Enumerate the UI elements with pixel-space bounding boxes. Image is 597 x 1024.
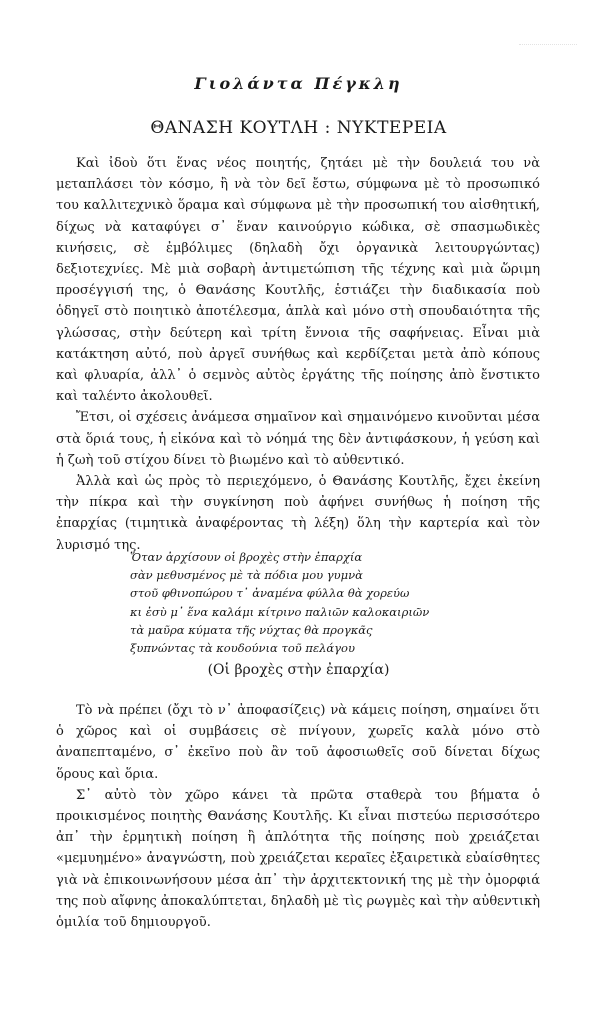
poem-line: σὰν μεθυσμένος μὲ τὰ πόδια μου γυμνὰ <box>130 568 363 583</box>
paragraph: Τὸ νὰ πρέπει (ὄχι τὸ ν᾽ ἀποφασίζεις) νὰ κάμεις ποίηση, σημαίνει ὅτι ὁ χῶρος καὶ οἱ συμβάσεις σὲ πνίγουν, χωρεῖς καλὰ μόνο στὸ ἀναπεπταμένο, σ᾽ ἐκεῖνο ποὺ ἂν τοῦ ἀφοσιωθεῖς σοῦ δίνεται δίχως ὅρους καὶ ὅρια. <box>56 703 540 782</box>
paragraph: Καὶ ἰδοὺ ὅτι ἕνας νέος ποιητής, ζητάει μὲ τὴν δουλειά του νὰ μεταπλάσει τὸν κόσμο, ἢ νὰ τὸν δεῖ ἔστω, σύμφωνα μὲ τὸ προσωπικό του καλλιτεχνικὸ ὅραμα καὶ σύμφωνα μὲ τὴν προσωπική του αἰσθητική, δίχως νὰ καταφύγει σ᾽ ἕναν καινούργιο κώδικα, σὲ σπασμωδικὲς κινήσεις, σὲ ἐμβόλιμες (δηλαδὴ ὄχι ὀργανικὰ λειτουργώντας) δεξιοτεχνίες. Μὲ μιὰ σοβαρὴ ἀντιμετώπιση τῆς τέχνης καὶ μιὰ ὥριμη προσέγγισή της, ὁ Θανάσης Κουτλῆς, ἑστιάζει τὴν διαδικασία ποὺ ὁδηγεῖ στὸ ποιητικὸ ἀποτέλεσμα, ἁπλὰ καὶ μόνο στὴ σπουδαιότητα τῆς γλώσσας, στὴν δεύτερη καὶ τρίτη ἔννοια τῆς σαφήνειας. Εἶναι μιὰ κατάκτηση αὐτό, ποὺ ἀργεῖ συνήθως καὶ κερδίζεται μετὰ ἀπὸ κόπους καὶ φλυαρία, ἀλλ᾽ ὁ σεμνὸς αὐτὸς ἐργάτης τῆς ποίησης ἀπὸ ἔνστικτο καὶ ταλέντο ἀκολουθεῖ. <box>56 156 540 405</box>
poem-line: στοῦ φθινοπώρου τ᾽ ἀναμένα φύλλα θὰ χορεύω <box>130 586 410 601</box>
article-title: ΘΑΝΑΣΗ ΚΟΥΤΛΗ : ΝΥΚΤΕΡΕΙΑ <box>150 118 447 138</box>
poem-line: ξυπνώντας τὰ κουδούνια τοῦ πελάγου <box>130 641 355 656</box>
poem-caption: (Οἱ βροχὲς στὴν ἐπαρχία) <box>207 662 390 678</box>
author-name: Γιολάντα Πέγκλη <box>194 74 403 93</box>
poem-line: Ὅταν ἀρχίσουν οἱ βροχὲς στὴν ἐπαρχία <box>130 550 363 564</box>
poem-line: κι ἐσὺ μ᾽ ἕνα καλάμι κίτρινο παλιῶν καλοκαιριῶν <box>130 604 430 619</box>
scan-mark <box>519 44 577 53</box>
paragraph: Ἔτσι, οἱ σχέσεις ἀνάμεσα σημαῖνον καὶ σημαινόμενο κινοῦνται μέσα στὰ ὅριά τους, ἡ εἰκόνα καὶ τὸ νόημά της δὲν ἀντιφάσκουν, ἡ γεύση καὶ ἡ ζωὴ τοῦ στίχου δίνει τὸ βιωμένο καὶ τὸ αὐθεντικό. <box>56 410 540 468</box>
poem-excerpt <box>130 548 470 657</box>
body-text-bottom <box>56 700 540 933</box>
paragraph: Ἀλλὰ καὶ ὡς πρὸς τὸ περιεχόμενο, ὁ Θανάσης Κουτλῆς, ἔχει ἐκείνη τὴν πίκρα καὶ τὴν συγκίνηση ποὺ ἀφήνει συνήθως ἡ ποίηση τῆς ἐπαρχίας (τιμητικὰ ἀναφέροντας τὴ λέξη) ὅλη τὴν καρτερία καὶ τὸν λυρισμό της. <box>56 474 540 553</box>
paragraph: Σ᾽ αὐτὸ τὸν χῶρο κάνει τὰ πρῶτα σταθερὰ του βήματα ὁ προικισμένος ποιητὴς Θανάσης Κουτλῆς. Κι εἶναι πιστεύω περισσότερο ἀπ᾽ τὴν ἑρμητικὴ ποίηση ἢ ἁπλότητα τῆς ποίησης ποὺ χρειάζεται «μεμυημένο» ἀναγνώστη, ποὺ χρειάζεται κεραῖες ἐξαιρετικὰ εὐαίσθητες γιὰ νὰ ἐπικοινωνήσουν μέσα ἀπ᾽ τὴν ἀρχιτεκτονική της μὲ τὴν ὀμορφιά της ποὺ αἴφνης ἀποκαλύπτεται, δηλαδὴ μὲ τὶς ρωγμὲς καὶ τὴν αὐθεντικὴ ὁμιλία τοῦ δημιουργοῦ. <box>56 787 540 931</box>
body-text-top <box>56 153 540 556</box>
poem-line: τὰ μαῦρα κύματα τῆς νύχτας θὰ προγκᾶς <box>130 622 373 637</box>
